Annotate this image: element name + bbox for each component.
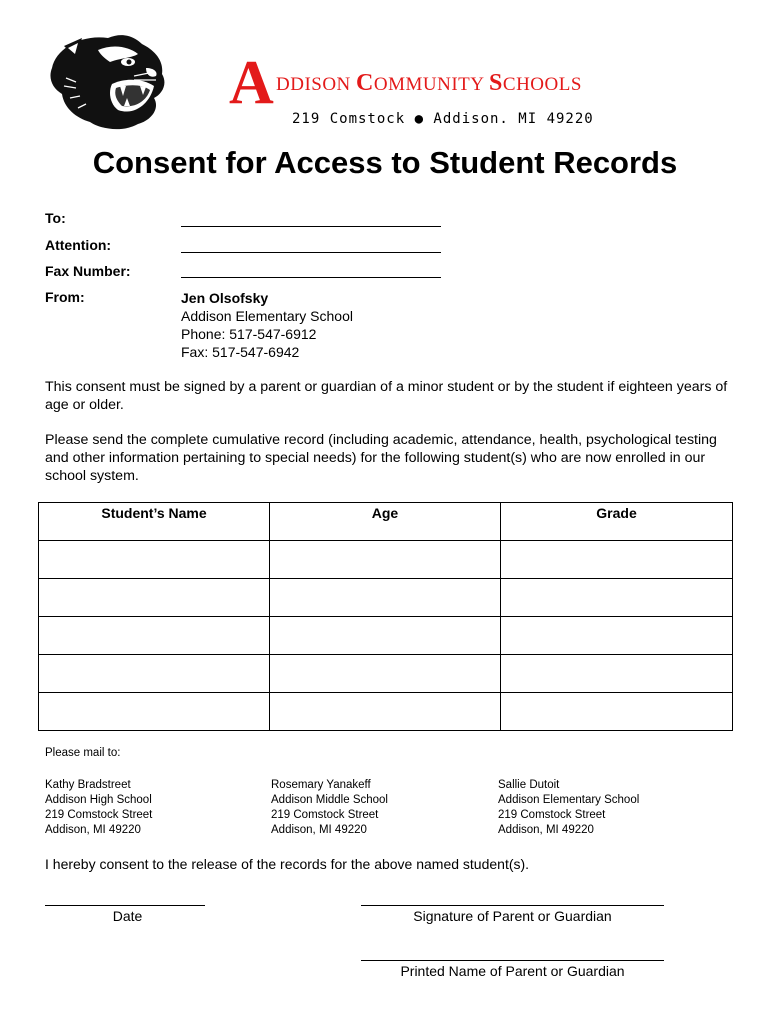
signature-field[interactable] — [361, 905, 664, 906]
address-line: 219 Comstock Street — [45, 809, 153, 821]
to-field[interactable] — [181, 226, 441, 227]
mail-to-label: Please mail to: — [45, 747, 121, 759]
grade-cell[interactable] — [501, 693, 733, 731]
address-line: Addison Elementary School — [498, 794, 640, 806]
address-line: 219 Comstock Street — [271, 809, 379, 821]
page-title: Consent for Access to Student Records — [92, 145, 678, 180]
grade-cell[interactable] — [501, 617, 733, 655]
cougar-head-logo — [42, 28, 172, 134]
attention-field[interactable] — [181, 252, 441, 253]
attention-label: Attention: — [45, 237, 112, 253]
date-label: Date — [112, 908, 143, 924]
student-name-cell[interactable] — [39, 579, 270, 617]
age-cell[interactable] — [270, 579, 501, 617]
table-row — [39, 541, 733, 579]
student-name-cell[interactable] — [39, 655, 270, 693]
age-cell[interactable] — [270, 541, 501, 579]
district-address: 219 Comstock ● Addison. MI 49220 — [292, 111, 594, 127]
grade-cell[interactable] — [501, 655, 733, 693]
mail-address-middle-school — [271, 778, 388, 838]
request-paragraph: Please send the complete cumulative record (including academic, attendance, health, psychological testing and other information pertaining to special needs) for the following student(s) who are now enrolled in our school system. — [45, 432, 717, 484]
table-header-row — [39, 503, 733, 541]
from-fax: Fax: 517-547-6942 — [181, 344, 300, 360]
table-row — [39, 693, 733, 731]
consent-statement: I hereby consent to the release of the records for the above named student(s). — [45, 856, 530, 872]
table-row — [39, 655, 733, 693]
student-name-cell[interactable] — [39, 541, 270, 579]
printed-name-label: Printed Name of Parent or Guardian — [400, 963, 625, 979]
address-line: 219 Comstock Street — [498, 809, 606, 821]
org-initial-letter: A — [229, 49, 274, 117]
student-records-table — [38, 502, 733, 731]
address-line: Addison High School — [45, 794, 152, 806]
column-header-age: Age — [270, 503, 501, 541]
address-line: Addison, MI 49220 — [45, 824, 141, 836]
address-line: Addison, MI 49220 — [271, 824, 367, 836]
age-cell[interactable] — [270, 655, 501, 693]
name-part: SCHOOLS — [489, 70, 582, 96]
name-part: COMMUNITY — [356, 70, 490, 96]
mail-address-high-school — [45, 778, 152, 838]
table-row — [39, 579, 733, 617]
address-line: Rosemary Yanakeff — [271, 779, 371, 791]
from-name: Jen Olsofsky — [181, 290, 269, 306]
name-part: DDISON — [276, 74, 357, 95]
from-label: From: — [45, 289, 85, 305]
fax-number-field[interactable] — [181, 277, 441, 278]
address-line: Sallie Dutoit — [498, 779, 560, 791]
printed-name-field[interactable] — [361, 960, 664, 961]
grade-cell[interactable] — [501, 541, 733, 579]
column-header-grade: Grade — [501, 503, 733, 541]
student-name-cell[interactable] — [39, 693, 270, 731]
date-field[interactable] — [45, 905, 205, 906]
signature-label: Signature of Parent or Guardian — [413, 908, 612, 924]
address-line: Kathy Bradstreet — [45, 779, 131, 791]
age-cell[interactable] — [270, 617, 501, 655]
grade-cell[interactable] — [501, 579, 733, 617]
fax-number-label: Fax Number: — [45, 263, 131, 279]
student-name-cell[interactable] — [39, 617, 270, 655]
school-district-name — [276, 70, 582, 97]
address-line: Addison, MI 49220 — [498, 824, 594, 836]
mail-address-elementary-school — [498, 778, 639, 838]
table-row — [39, 617, 733, 655]
from-phone: Phone: 517-547-6912 — [181, 326, 317, 342]
column-header-student-name: Student’s Name — [39, 503, 270, 541]
to-label: To: — [45, 210, 66, 226]
consent-requirement-paragraph: This consent must be signed by a parent or guardian of a minor student or by the student if eighteen years of age or older. — [45, 379, 728, 413]
age-cell[interactable] — [270, 693, 501, 731]
from-details — [181, 289, 353, 361]
from-school: Addison Elementary School — [181, 308, 353, 324]
address-line: Addison Middle School — [271, 794, 388, 806]
